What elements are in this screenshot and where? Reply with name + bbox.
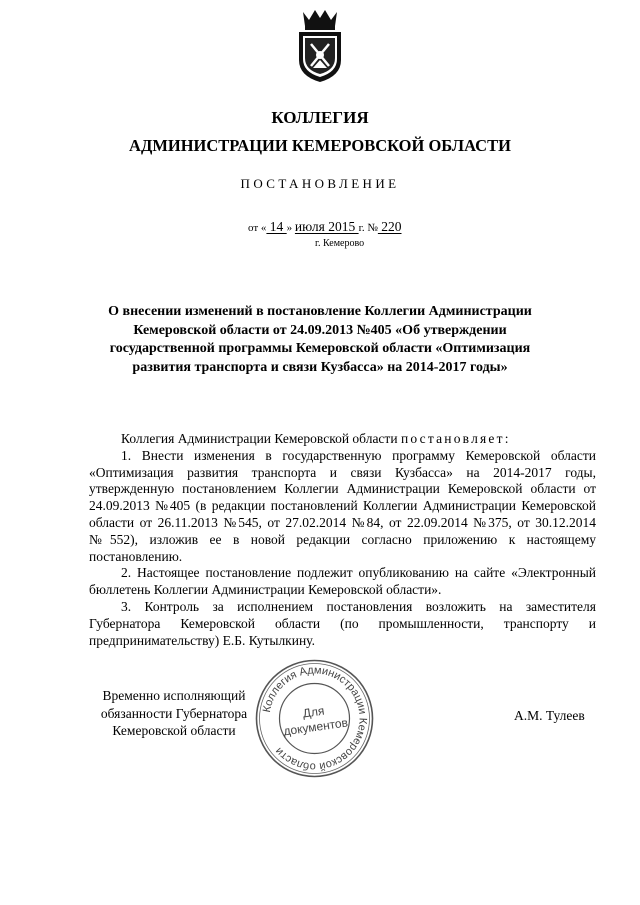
document-body	[89, 431, 596, 649]
intro-text: Коллегия Администрации Кемеровской области	[121, 431, 401, 446]
stamp-center-line2: документов	[282, 715, 349, 739]
document-type: ПОСТАНОВЛЕНИЕ	[240, 176, 400, 191]
date-day: 14	[266, 219, 287, 234]
document-number: 220	[377, 219, 402, 234]
body-item-1: 1. Внести изменения в государственную программу Кемеровской области «Оптимизация развития транспорта и связи Кузбасса» на 2014-2017 годы, утвержденную постановлением Коллегии Администрации Кемеровской области от 24.09.2013 №405 (в редакции постановлений Коллегии Администрации Кемеровской области от 26.11.2013 №545, от 27.02.2014 №84, от 22.09.2014 №375, от 30.12.2014 №552), изложив ее в новой редакции согласно приложению к настоящему постановлению.	[89, 447, 596, 564]
official-stamp	[252, 656, 377, 781]
org-name-line1: КОЛЛЕГИЯ	[271, 108, 369, 127]
org-name-line2: АДМИНИСТРАЦИИ КЕМЕРОВСКОЙ ОБЛАСТИ	[129, 136, 511, 155]
signatory-position	[84, 687, 264, 740]
signatory-name: А.М. Тулеев	[514, 708, 585, 723]
date-month-year: июля 2015	[294, 219, 359, 234]
body-item-3: 3. Контроль за исполнением постановления возложить на заместителя Губернатора Кемеровской области (по промышленности, транспорту и предпринимательству) Е.Б. Кутылкину.	[89, 598, 596, 648]
date-separator: »	[286, 222, 295, 234]
position-line-2: обязанности Губернатора	[100, 705, 248, 721]
position-line-3: Кемеровской области	[112, 723, 236, 738]
date-prefix: от «	[248, 222, 267, 234]
intro-decree-word: постановляет:	[400, 431, 511, 446]
document-title: О внесении изменений в постановление Коллегии Администрации Кемеровской области от 24.09.2013 №405 «Об утверждении государственной программы Кемеровской области «Оптимизация развития транспорта и связи Кузбасса» на 2014-2017 годы»	[108, 304, 532, 376]
position-line-1: Временно исполняющий	[102, 688, 246, 703]
stamp-ring-text: Коллегия Администрации Кемеровской области	[260, 664, 369, 773]
intro-paragraph	[89, 431, 596, 448]
date-year-suffix: г. №	[358, 222, 378, 234]
city-name: г. Кемерово	[315, 238, 365, 249]
coat-of-arms-emblem	[293, 6, 347, 84]
date-number-line	[248, 219, 402, 235]
stamp-center-line1: Для	[301, 703, 326, 721]
body-item-2: 2. Настоящее постановление подлежит опубликованию на сайте «Электронный бюллетень Коллегии Администрации Кемеровской области».	[89, 565, 596, 598]
